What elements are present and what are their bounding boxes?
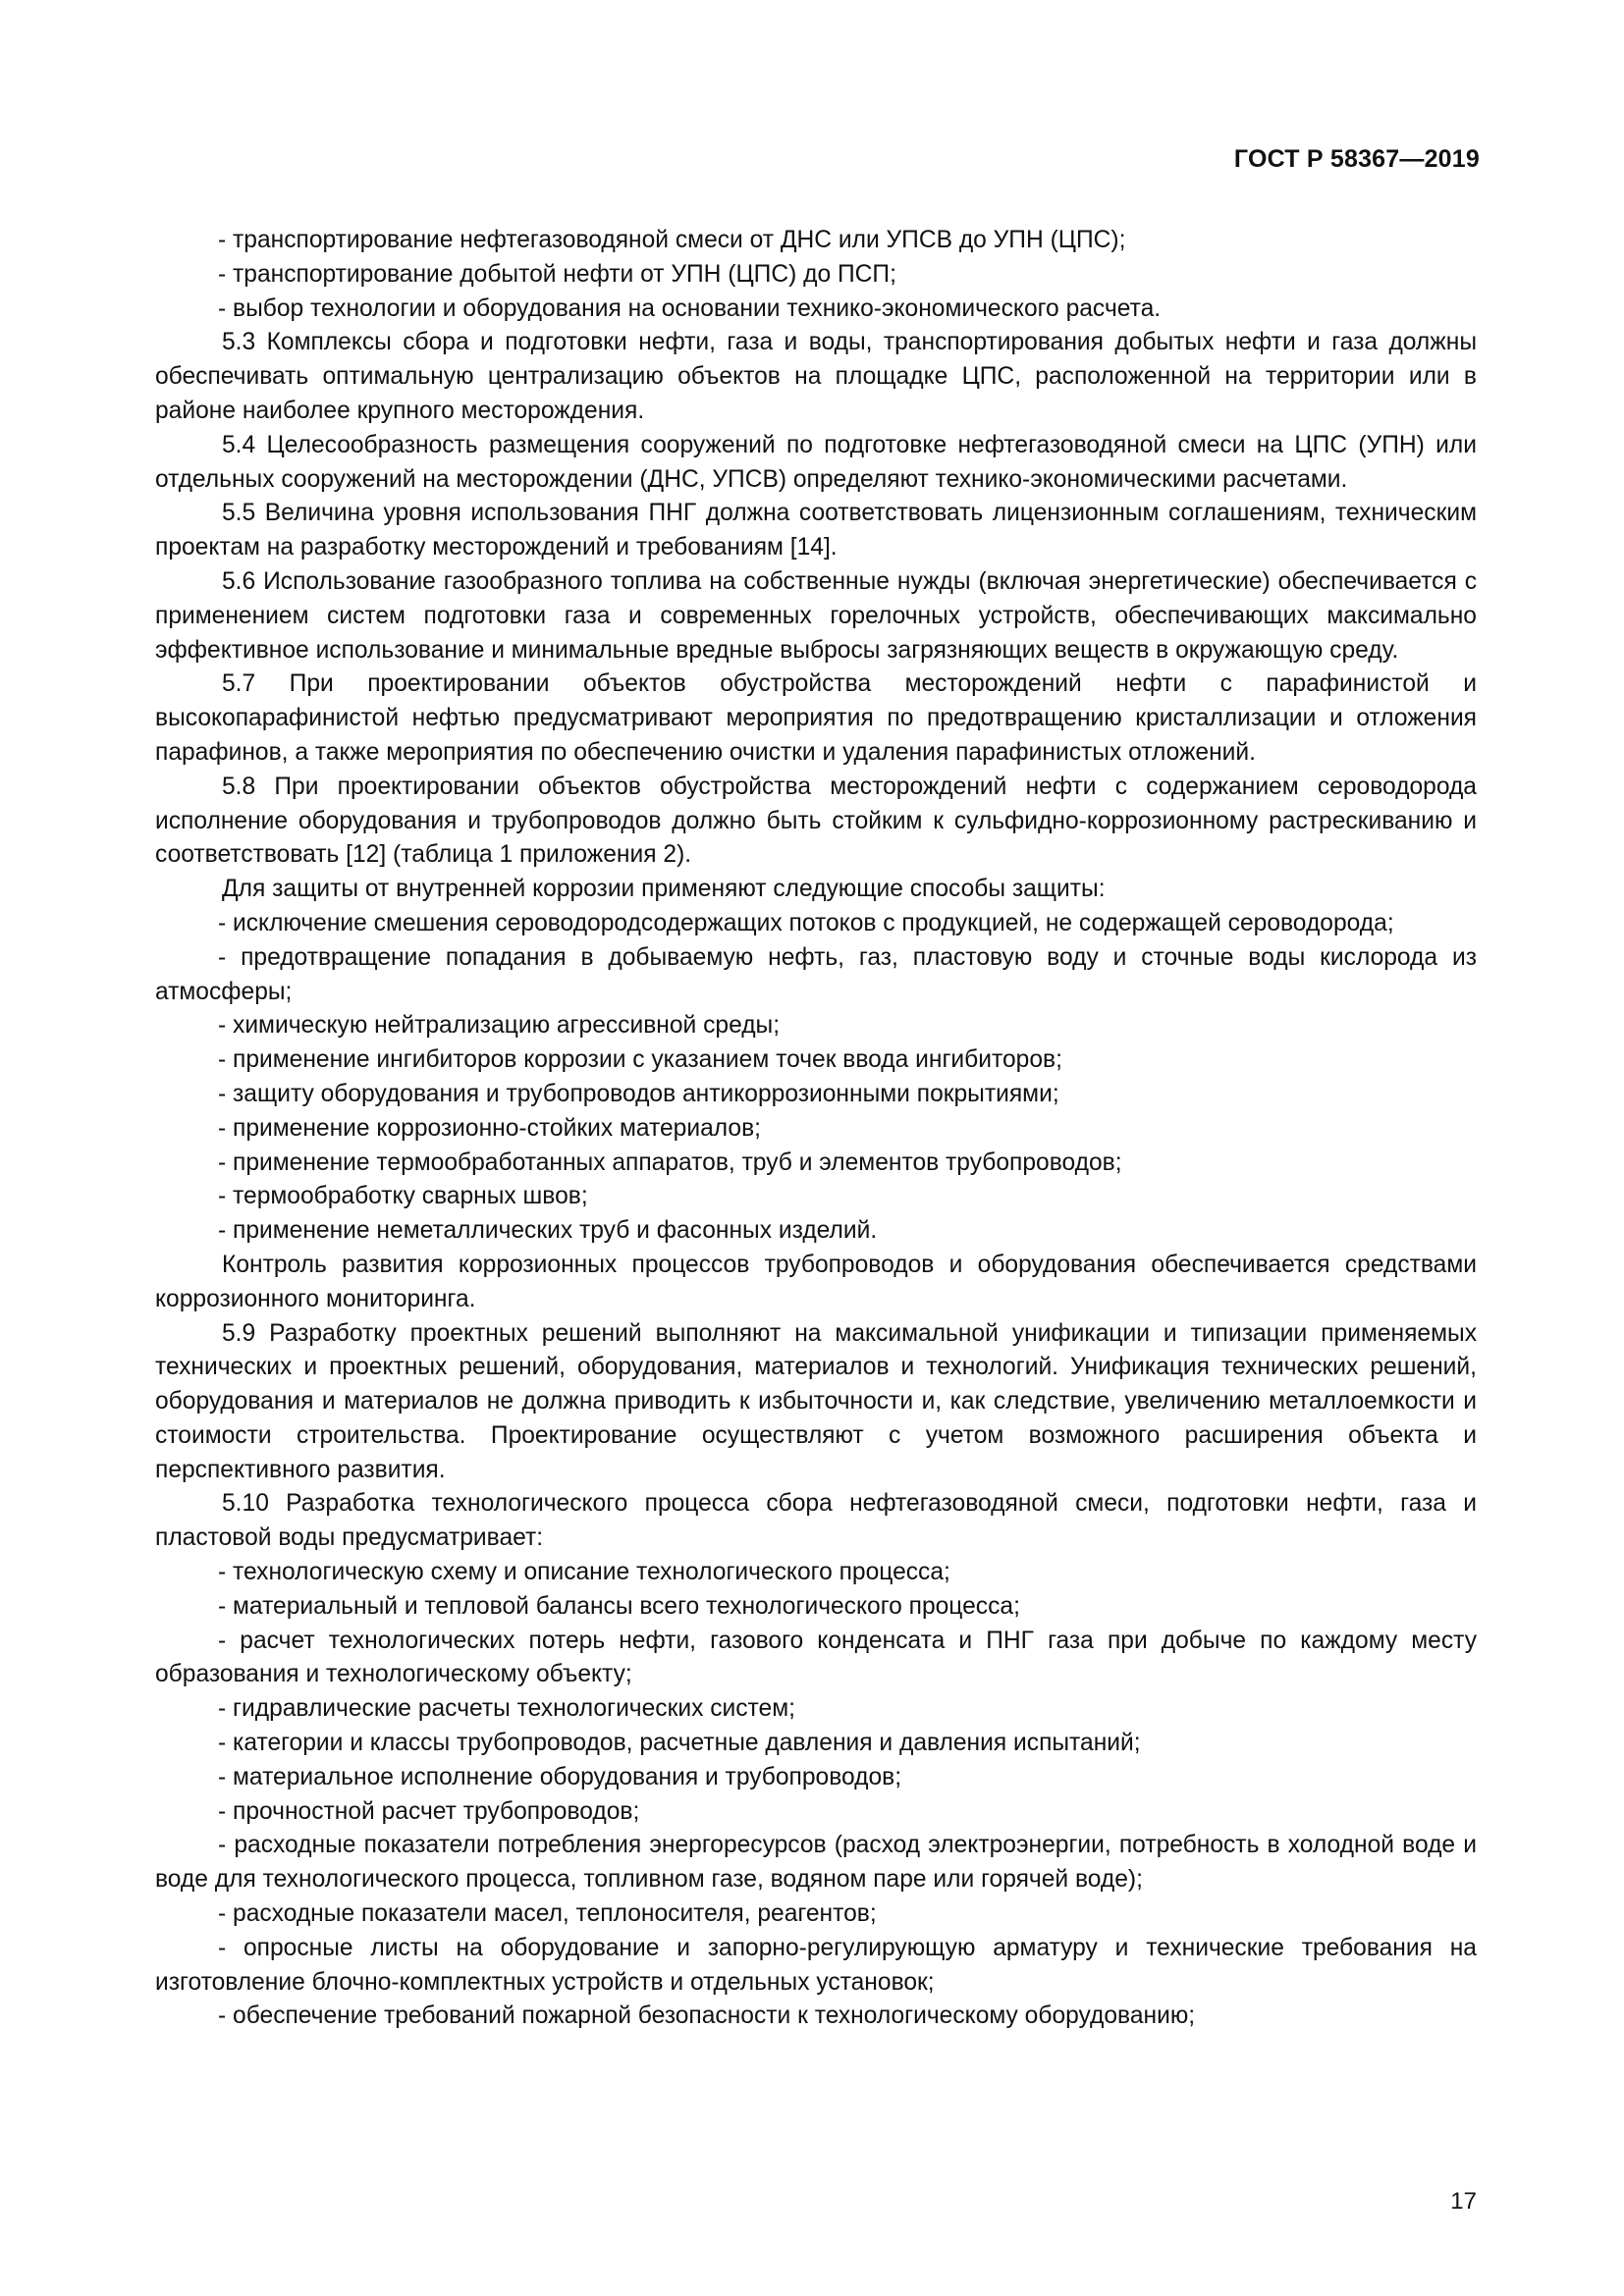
- list-item: - применение ингибиторов коррозии с указанием точек ввода ингибиторов;: [218, 1046, 1062, 1074]
- list-item: - прочностной расчет трубопроводов;: [218, 1797, 640, 1825]
- list-item: - материальный и тепловой балансы всего технологического процесса;: [218, 1592, 1020, 1620]
- list-item: - выбор технологии и оборудования на основании технико-экономического расчета.: [218, 294, 1162, 322]
- list-item: - материальное исполнение оборудования и трубопроводов;: [218, 1763, 902, 1790]
- list-item: - расходные показатели масел, теплоносителя, реагентов;: [218, 1900, 877, 1928]
- paragraph: Для защиты от внутренней коррозии применяют следующие способы защиты:: [222, 876, 1106, 903]
- list-item: - применение термообработанных аппаратов, труб и элементов трубопроводов;: [218, 1148, 1122, 1176]
- list-item: - предотвращение попадания в добываемую нефть, газ, пластовую воду и сточные воды кислорода из атмосферы;: [155, 943, 1477, 1005]
- paragraph: 5.3 Комплексы сбора и подготовки нефти, газа и воды, транспортирования добытых нефти и газа должны обеспечивать оптимальную централизацию объектов на площадке ЦПС, расположенной на территории или в районе наиболее крупного месторождения.: [155, 329, 1477, 424]
- list-item: - применение неметаллических труб и фасонных изделий.: [218, 1217, 878, 1245]
- paragraph: 5.6 Использование газообразного топлива на собственные нужды (включая энергетические) обеспечивается с применением систем подготовки газа и современных горелочных устройств, обеспечивающих максимально эффективное использование и минимальные вредные выбросы загрязняющих веществ в окружающую среду.: [155, 567, 1477, 664]
- paragraph: 5.10 Разработка технологического процесса сбора нефтегазоводяной смеси, подготовки нефти, газа и пластовой воды предусматривает:: [155, 1490, 1477, 1552]
- paragraph: 5.7 При проектировании объектов обустройства месторождений нефти с парафинистой и высокопарафинистой нефтью предусматривают мероприятия по предотвращению кристаллизации и отложения парафинов, а также мероприятия по обеспечению очистки и удаления парафинистых отложений.: [155, 670, 1477, 766]
- list-item: - технологическую схему и описание технологического процесса;: [218, 1559, 950, 1586]
- page-number: 17: [1450, 2188, 1477, 2215]
- list-item: - применение коррозионно-стойких материалов;: [218, 1114, 761, 1142]
- list-item: - расчет технологических потерь нефти, газового конденсата и ПНГ газа при добыче по каждому месту образования и технологическому объекту;: [155, 1627, 1477, 1688]
- list-item: - защиту оборудования и трубопроводов антикоррозионными покрытиями;: [218, 1080, 1059, 1107]
- list-item: - исключение смешения сероводородсодержащих потоков с продукцией, не содержащей сероводорода;: [218, 909, 1394, 936]
- document-body: [155, 224, 1477, 2034]
- list-item: - опросные листы на оборудование и запорно-регулирующую арматуру и технические требования на изготовление блочно-комплектных устройств и отдельных установок;: [155, 1934, 1477, 1996]
- paragraph: 5.5 Величина уровня использования ПНГ должна соответствовать лицензионным соглашениям, техническим проектам на разработку месторождений и требованиям [14].: [155, 500, 1477, 561]
- list-item: - транспортирование добытой нефти от УПН (ЦПС) до ПСП;: [218, 260, 896, 288]
- list-item: - расходные показатели потребления энергоресурсов (расход электроэнергии, потребность в холодной воде и воде для технологического процесса, топливном газе, водяном паре или горячей воде);: [155, 1832, 1477, 1894]
- list-item: - термообработку сварных швов;: [218, 1183, 588, 1210]
- list-item: - обеспечение требований пожарной безопасности к технологическому оборудованию;: [218, 2002, 1196, 2030]
- document-header: ГОСТ Р 58367—2019: [1233, 145, 1480, 173]
- paragraph: 5.9 Разработку проектных решений выполняют на максимальной унификации и типизации применяемых технических и проектных решений, оборудования, материалов и технологий. Унификация технических решений, оборудования и материалов не должна приводить к избыточности и, как следствие, увеличению металлоемкости и стоимости строительства. Проектирование осуществляют с учетом возможного расширения объекта и перспективного развития.: [155, 1319, 1477, 1483]
- list-item: - химическую нейтрализацию агрессивной среды;: [218, 1012, 781, 1040]
- paragraph: Контроль развития коррозионных процессов трубопроводов и оборудования обеспечивается средствами коррозионного мониторинга.: [155, 1251, 1477, 1312]
- paragraph: 5.4 Целесообразность размещения сооружений по подготовке нефтегазоводяной смеси на ЦПС (УПН) или отдельных сооружений на месторождении (ДНС, УПСВ) определяют технико-экономическими расчетами.: [155, 431, 1477, 493]
- list-item: - гидравлические расчеты технологических систем;: [218, 1695, 795, 1723]
- paragraph: 5.8 При проектировании объектов обустройства месторождений нефти с содержанием сероводорода исполнение оборудования и трубопроводов должно быть стойким к сульфидно-коррозионному растрескиванию и соответствовать [12] (таблица 1 приложения 2).: [155, 773, 1477, 869]
- list-item: - транспортирование нефтегазоводяной смеси от ДНС или УПСВ до УПН (ЦПС);: [218, 227, 1126, 253]
- list-item: - категории и классы трубопроводов, расчетные давления и давления испытаний;: [218, 1730, 1141, 1757]
